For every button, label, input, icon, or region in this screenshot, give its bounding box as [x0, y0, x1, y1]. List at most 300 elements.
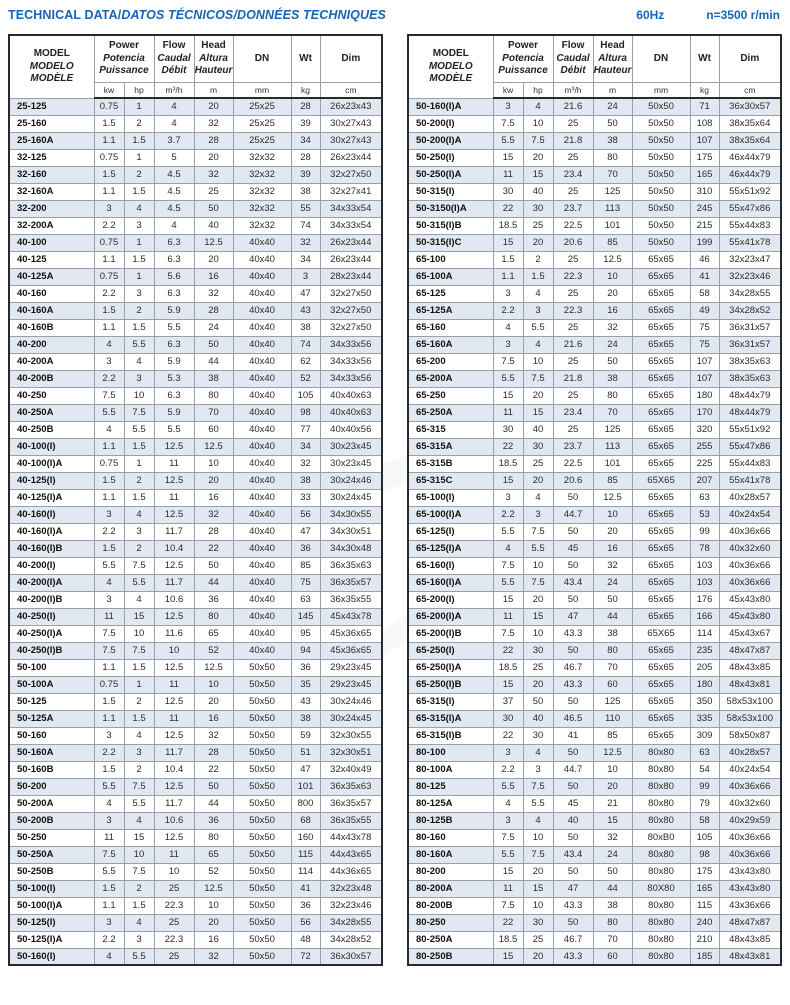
value-cell: 50 [553, 642, 593, 659]
frequency-label: 60Hz [636, 8, 665, 22]
value-cell: 40x40 [233, 268, 291, 285]
value-cell: 40 [553, 812, 593, 829]
value-cell: 23.4 [553, 404, 593, 421]
value-cell: 3 [523, 506, 553, 523]
table-row [408, 574, 781, 591]
value-cell: 43.4 [553, 574, 593, 591]
model-cell: 40-200A [9, 353, 94, 370]
spec-table-right [407, 34, 782, 966]
model-cell: 50-250B [9, 863, 94, 880]
value-cell: 4 [94, 795, 124, 812]
value-cell: 4 [124, 353, 154, 370]
flow-label-fr: Débit [560, 65, 586, 76]
value-cell: 98 [690, 846, 719, 863]
model-cell: 80-250B [408, 948, 493, 965]
value-cell: 26x23x44 [320, 234, 382, 251]
value-cell: 2 [124, 302, 154, 319]
model-cell: 50-200 [9, 778, 94, 795]
value-cell: 50 [553, 591, 593, 608]
value-cell: 3 [493, 812, 523, 829]
value-cell: 30 [523, 727, 553, 744]
value-cell: 3 [493, 98, 523, 115]
model-cell: 32-200A [9, 217, 94, 234]
value-cell: 80 [194, 608, 233, 625]
value-cell: 20 [194, 251, 233, 268]
value-cell: 40x40 [233, 506, 291, 523]
value-cell: 11 [493, 166, 523, 183]
table-row [408, 149, 781, 166]
model-cell: 32-160A [9, 183, 94, 200]
value-cell: 40x36x66 [719, 778, 781, 795]
value-cell: 25 [154, 914, 194, 931]
unit-wt: kg [690, 82, 719, 98]
value-cell: 32 [291, 234, 320, 251]
table-row [9, 370, 382, 387]
value-cell: 80x80 [632, 812, 690, 829]
value-cell: 65x65 [632, 387, 690, 404]
value-cell: 53 [690, 506, 719, 523]
value-cell: 16 [194, 268, 233, 285]
value-cell: 32x27x50 [320, 285, 382, 302]
value-cell: 37 [493, 693, 523, 710]
model-cell: 40-125A [9, 268, 94, 285]
value-cell: 25 [553, 387, 593, 404]
value-cell: 5.5 [94, 404, 124, 421]
table-row [9, 676, 382, 693]
value-cell: 32x23x46 [719, 268, 781, 285]
table-row [9, 795, 382, 812]
value-cell: 65x65 [632, 285, 690, 302]
value-cell: 47 [291, 761, 320, 778]
col-header-flow [553, 35, 593, 82]
value-cell: 11 [493, 608, 523, 625]
value-cell: 175 [690, 863, 719, 880]
table-row [9, 642, 382, 659]
model-cell: 40-200B [9, 370, 94, 387]
value-cell: 20 [523, 948, 553, 965]
value-cell: 1.5 [94, 693, 124, 710]
value-cell: 70 [194, 404, 233, 421]
value-cell: 5.5 [493, 846, 523, 863]
model-cell: 50-125(I)A [9, 931, 94, 948]
value-cell: 50x50 [233, 659, 291, 676]
model-cell: 50-100(I)A [9, 897, 94, 914]
value-cell: 65x65 [632, 319, 690, 336]
value-cell: 45 [553, 795, 593, 812]
value-cell: 20 [523, 676, 553, 693]
value-cell: 3 [124, 931, 154, 948]
value-cell: 4 [94, 421, 124, 438]
value-cell: 65x65 [632, 489, 690, 506]
value-cell: 23.7 [553, 200, 593, 217]
value-cell: 199 [690, 234, 719, 251]
model-cell: 40-250B [9, 421, 94, 438]
value-cell: 15 [523, 404, 553, 421]
value-cell: 10.6 [154, 812, 194, 829]
power-label-es: Potencia [103, 52, 145, 64]
value-cell: 30x24x45 [320, 710, 382, 727]
value-cell: 210 [690, 931, 719, 948]
table-row [9, 149, 382, 166]
value-cell: 0.75 [94, 98, 124, 115]
value-cell: 95 [291, 625, 320, 642]
value-cell: 50 [523, 693, 553, 710]
tables-container [8, 34, 782, 966]
table-row [9, 183, 382, 200]
table-row [408, 693, 781, 710]
table-row [408, 217, 781, 234]
value-cell: 65x65 [632, 642, 690, 659]
value-cell: 11.7 [154, 523, 194, 540]
value-cell: 43 [291, 302, 320, 319]
table-row [9, 523, 382, 540]
power-label-en: Power [109, 40, 140, 51]
value-cell: 63 [291, 591, 320, 608]
value-cell: 40x32x60 [719, 540, 781, 557]
value-cell: 44 [194, 353, 233, 370]
value-cell: 80 [593, 642, 632, 659]
model-cell: 40-100(I) [9, 438, 94, 455]
value-cell: 65x65 [632, 608, 690, 625]
model-cell: 40-160(I)A [9, 523, 94, 540]
value-cell: 101 [593, 217, 632, 234]
value-cell: 20.6 [553, 472, 593, 489]
value-cell: 1.5 [523, 268, 553, 285]
value-cell: 52 [194, 642, 233, 659]
value-cell: 50x50 [233, 812, 291, 829]
table-row [9, 727, 382, 744]
table-row [9, 455, 382, 472]
value-cell: 40x40 [233, 251, 291, 268]
value-cell: 108 [690, 115, 719, 132]
value-cell: 32x32 [233, 200, 291, 217]
value-cell: 105 [291, 387, 320, 404]
value-cell: 40x40x56 [320, 421, 382, 438]
model-cell: 65-250 [408, 387, 493, 404]
value-cell: 115 [291, 846, 320, 863]
table-row [408, 353, 781, 370]
value-cell: 50x50 [632, 183, 690, 200]
model-cell: 65-315 [408, 421, 493, 438]
value-cell: 6.3 [154, 285, 194, 302]
page-title-italic: DATOS TÉCNICOS/DONNÉES TECHNIQUES [121, 8, 386, 22]
value-cell: 50x50 [233, 948, 291, 965]
unit-dim: cm [320, 82, 382, 98]
value-cell: 32 [194, 948, 233, 965]
value-cell: 46.7 [553, 659, 593, 676]
value-cell: 1.5 [94, 540, 124, 557]
value-cell: 145 [291, 608, 320, 625]
value-cell: 34x30x48 [320, 540, 382, 557]
table-row [9, 166, 382, 183]
value-cell: 45 [553, 540, 593, 557]
value-cell: 34 [291, 251, 320, 268]
value-cell: 40x36x66 [719, 557, 781, 574]
value-cell: 36 [291, 540, 320, 557]
value-cell: 47 [291, 523, 320, 540]
value-cell: 4 [154, 217, 194, 234]
value-cell: 28 [291, 149, 320, 166]
value-cell: 4 [493, 319, 523, 336]
value-cell: 114 [291, 863, 320, 880]
value-cell: 44 [593, 880, 632, 897]
value-cell: 65 [194, 846, 233, 863]
value-cell: 16 [593, 302, 632, 319]
value-cell: 0.75 [94, 268, 124, 285]
value-cell: 1 [124, 455, 154, 472]
value-cell: 40x40 [233, 608, 291, 625]
col-header-flow [154, 35, 194, 82]
value-cell: 75 [291, 574, 320, 591]
value-cell: 18.5 [493, 659, 523, 676]
unit-hp: hp [124, 82, 154, 98]
value-cell: 65X65 [632, 625, 690, 642]
value-cell: 50x50 [632, 149, 690, 166]
value-cell: 22.3 [154, 931, 194, 948]
value-cell: 7.5 [94, 846, 124, 863]
value-cell: 207 [690, 472, 719, 489]
value-cell: 1.1 [94, 659, 124, 676]
table-row [9, 217, 382, 234]
value-cell: 36x35x63 [320, 557, 382, 574]
value-cell: 41 [690, 268, 719, 285]
value-cell: 176 [690, 591, 719, 608]
value-cell: 11.7 [154, 744, 194, 761]
value-cell: 12.5 [154, 693, 194, 710]
value-cell: 32 [194, 727, 233, 744]
value-cell: 4 [523, 744, 553, 761]
value-cell: 22 [194, 761, 233, 778]
value-cell: 175 [690, 149, 719, 166]
value-cell: 75 [690, 336, 719, 353]
value-cell: 40 [194, 217, 233, 234]
table-row [408, 166, 781, 183]
value-cell: 55x47x86 [719, 200, 781, 217]
value-cell: 29x23x45 [320, 659, 382, 676]
model-cell: 65-315C [408, 472, 493, 489]
table-head [408, 35, 781, 98]
value-cell: 38 [593, 625, 632, 642]
model-cell: 40-200(I)A [9, 574, 94, 591]
value-cell: 3 [124, 523, 154, 540]
value-cell: 107 [690, 132, 719, 149]
value-cell: 43.3 [553, 625, 593, 642]
value-cell: 38 [291, 183, 320, 200]
value-cell: 36x31x57 [719, 319, 781, 336]
value-cell: 10 [593, 268, 632, 285]
value-cell: 1.5 [124, 489, 154, 506]
value-cell: 1.1 [493, 268, 523, 285]
value-cell: 36x35x55 [320, 812, 382, 829]
value-cell: 20.6 [553, 234, 593, 251]
value-cell: 50x50 [233, 761, 291, 778]
value-cell: 40 [523, 710, 553, 727]
value-cell: 7.5 [493, 625, 523, 642]
value-cell: 41 [291, 880, 320, 897]
value-cell: 50 [553, 523, 593, 540]
value-cell: 4 [124, 200, 154, 217]
value-cell: 40 [523, 183, 553, 200]
power-label-es: Potencia [502, 52, 544, 64]
table-row [408, 319, 781, 336]
value-cell: 29x23x45 [320, 676, 382, 693]
value-cell: 65x65 [632, 404, 690, 421]
table-row [408, 863, 781, 880]
unit-dn: mm [233, 82, 291, 98]
model-cell: 65-160(I) [408, 557, 493, 574]
table-row [9, 863, 382, 880]
value-cell: 85 [593, 472, 632, 489]
table-row [408, 897, 781, 914]
value-cell: 32 [593, 829, 632, 846]
unit-head: m [593, 82, 632, 98]
value-cell: 40x40 [233, 387, 291, 404]
value-cell: 21.6 [553, 336, 593, 353]
value-cell: 40x40 [233, 540, 291, 557]
value-cell: 55x44x83 [719, 217, 781, 234]
value-cell: 12.5 [593, 489, 632, 506]
model-cell: 50-250A [9, 846, 94, 863]
value-cell: 4 [523, 285, 553, 302]
value-cell: 4 [523, 336, 553, 353]
value-cell: 40x40 [233, 285, 291, 302]
value-cell: 10.6 [154, 591, 194, 608]
value-cell: 47 [291, 285, 320, 302]
value-cell: 15 [493, 676, 523, 693]
model-label-fr: MODÈLE [30, 73, 74, 84]
value-cell: 20 [194, 914, 233, 931]
value-cell: 44.7 [553, 506, 593, 523]
table-row [9, 268, 382, 285]
model-cell: 65-250(I)B [408, 676, 493, 693]
table-row [9, 200, 382, 217]
table-row [408, 387, 781, 404]
value-cell: 40x24x54 [719, 506, 781, 523]
value-cell: 34x28x52 [320, 931, 382, 948]
value-cell: 5.9 [154, 353, 194, 370]
value-cell: 12.5 [154, 472, 194, 489]
value-cell: 205 [690, 659, 719, 676]
table-row [9, 914, 382, 931]
value-cell: 22.5 [553, 217, 593, 234]
value-cell: 2.2 [493, 761, 523, 778]
table-row [408, 625, 781, 642]
value-cell: 103 [690, 557, 719, 574]
value-cell: 12.5 [194, 234, 233, 251]
model-cell: 50-100(I) [9, 880, 94, 897]
value-cell: 4 [124, 812, 154, 829]
value-cell: 5.5 [154, 421, 194, 438]
value-cell: 34x28x55 [320, 914, 382, 931]
col-header-dim: Dim [719, 35, 781, 82]
model-cell: 65-125(I) [408, 523, 493, 540]
value-cell: 4 [124, 914, 154, 931]
value-cell: 1.1 [94, 251, 124, 268]
table-row [9, 897, 382, 914]
value-cell: 180 [690, 676, 719, 693]
value-cell: 11 [154, 455, 194, 472]
table-row [9, 693, 382, 710]
value-cell: 40x40x63 [320, 387, 382, 404]
value-cell: 12.5 [154, 727, 194, 744]
header-specs [636, 8, 782, 22]
value-cell: 800 [291, 795, 320, 812]
value-cell: 43 [291, 693, 320, 710]
value-cell: 44 [194, 795, 233, 812]
value-cell: 5.5 [154, 319, 194, 336]
model-label-fr: MODÈLE [429, 73, 473, 84]
table-row [408, 829, 781, 846]
value-cell: 85 [593, 234, 632, 251]
table-row [9, 931, 382, 948]
value-cell: 40x40 [233, 591, 291, 608]
value-cell: 40x36x66 [719, 846, 781, 863]
model-cell: 65-315(I)A [408, 710, 493, 727]
value-cell: 1.5 [124, 251, 154, 268]
value-cell: 40x28x57 [719, 489, 781, 506]
value-cell: 85 [291, 557, 320, 574]
value-cell: 6.3 [154, 251, 194, 268]
table-row [9, 387, 382, 404]
value-cell: 350 [690, 693, 719, 710]
value-cell: 50 [593, 353, 632, 370]
table-row [408, 455, 781, 472]
value-cell: 65x65 [632, 693, 690, 710]
value-cell: 30 [493, 183, 523, 200]
model-cell: 65-200 [408, 353, 493, 370]
value-cell: 25 [553, 319, 593, 336]
value-cell: 125 [593, 693, 632, 710]
value-cell: 1.5 [124, 710, 154, 727]
value-cell: 34x28x52 [719, 302, 781, 319]
value-cell: 21 [593, 795, 632, 812]
value-cell: 10 [194, 455, 233, 472]
value-cell: 4 [523, 489, 553, 506]
value-cell: 40x40 [233, 642, 291, 659]
value-cell: 80xB0 [632, 829, 690, 846]
table-row [9, 812, 382, 829]
value-cell: 60 [593, 948, 632, 965]
value-cell: 48x43x81 [719, 948, 781, 965]
value-cell: 10 [523, 353, 553, 370]
table-row [408, 948, 781, 965]
value-cell: 50x50 [233, 710, 291, 727]
value-cell: 1 [124, 268, 154, 285]
value-cell: 10 [194, 676, 233, 693]
value-cell: 24 [593, 98, 632, 115]
value-cell: 4 [124, 591, 154, 608]
table-row [408, 540, 781, 557]
model-cell: 50-100 [9, 659, 94, 676]
value-cell: 22 [493, 642, 523, 659]
value-cell: 32x23x48 [320, 880, 382, 897]
value-cell: 5.9 [154, 302, 194, 319]
value-cell: 39 [291, 115, 320, 132]
table-row [9, 285, 382, 302]
value-cell: 12.5 [154, 659, 194, 676]
value-cell: 34x30x51 [320, 523, 382, 540]
value-cell: 52 [194, 863, 233, 880]
value-cell: 5.5 [124, 795, 154, 812]
value-cell: 12.5 [194, 880, 233, 897]
value-cell: 2.2 [94, 523, 124, 540]
value-cell: 34 [291, 132, 320, 149]
value-cell: 5.6 [154, 268, 194, 285]
value-cell: 10 [124, 846, 154, 863]
value-cell: 165 [690, 880, 719, 897]
head-label-fr: Hauteur [194, 65, 233, 76]
value-cell: 80x80 [632, 744, 690, 761]
